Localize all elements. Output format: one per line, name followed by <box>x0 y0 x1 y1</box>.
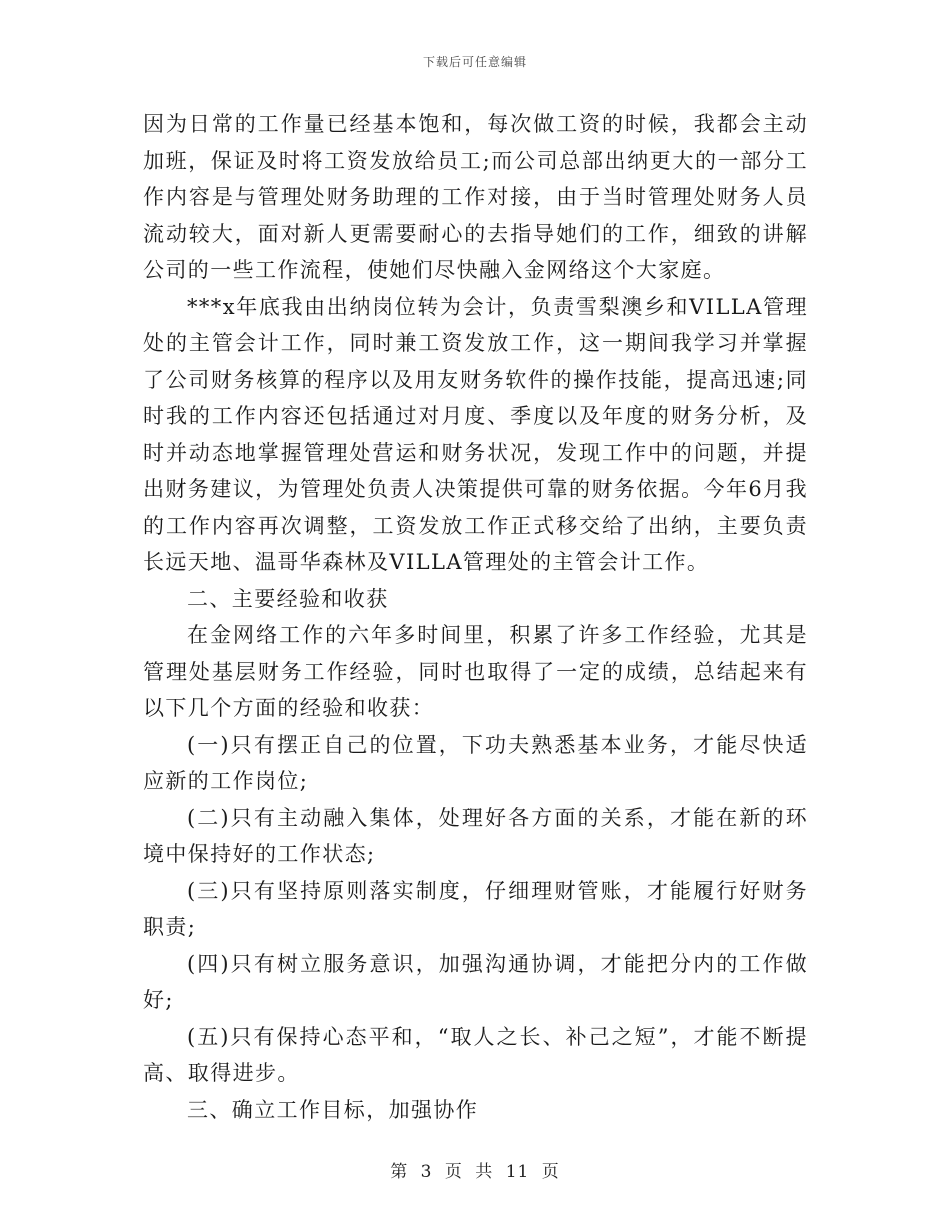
body-text <box>143 106 808 1128</box>
section-heading-goals: 三、确立工作目标，加强协作 <box>187 1097 479 1122</box>
list-item-2: (二)只有主动融入集体，处理好各方面的关系，才能在新的环境中保持好的工作状态; <box>143 805 808 866</box>
paragraph-experience-intro: 在金网络工作的六年多时间里，积累了许多工作经验，尤其是管理处基层财务工作经验，同时也取得了一定的成绩，总结起来有以下几个方面的经验和收获： <box>143 623 808 720</box>
list-item-3: (三)只有坚持原则落实制度，仔细理财管账，才能履行好财务职责; <box>143 878 808 939</box>
page-header: 下载后可任意编辑 <box>422 55 527 69</box>
list-item-1: (一)只有摆正自己的位置，下功夫熟悉基本业务，才能尽快适应新的工作岗位; <box>143 732 808 793</box>
list-item-5: (五)只有保持心态平和，“取人之长、补己之短”，才能不断提高、取得进步。 <box>143 1024 808 1085</box>
list-item-4: (四)只有树立服务意识，加强沟通协调，才能把分内的工作做好; <box>143 951 808 1012</box>
section-heading-experience: 二、主要经验和收获 <box>187 586 389 611</box>
page-footer: 第 3 页 共 11 页 <box>390 1162 560 1182</box>
paragraph-accounting-role: ***x年底我由出纳岗位转为会计，负责雪梨澳乡和VILLA管理处的主管会计工作，同时兼工资发放工作，这一期间我学习并掌握了公司财务核算的程序以及用友财务软件的操作技能，提高迅速;同时我的工作内容还包括通过对月度、季度以及年度的财务分析，及时并动态地掌握管理处营运和财务状况，发现工作中的问题，并提出财务建议，为管理处负责人决策提供可靠的财务依据。今年6月我的工作内容再次调整，工资发放工作正式移交给了出纳，主要负责长远天地、温哥华森林及VILLA管理处的主管会计工作。 <box>143 294 808 574</box>
paragraph-payroll-work: 因为日常的工作量已经基本饱和，每次做工资的时候，我都会主动加班，保证及时将工资发放给员工;而公司总部出纳更大的一部分工作内容是与管理处财务助理的工作对接，由于当时管理处财务人员流动较大，面对新人更需要耐心的去指导她们的工作，细致的讲解公司的一些工作流程，使她们尽快融入金网络这个大家庭。 <box>143 112 808 282</box>
